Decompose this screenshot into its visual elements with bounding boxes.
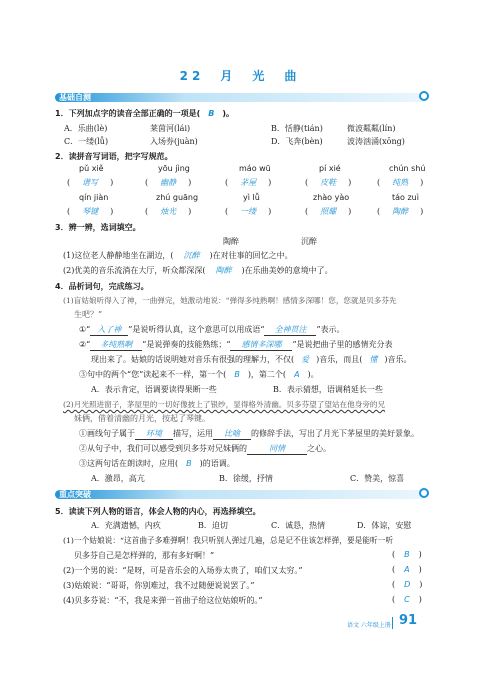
q4-item-5: ②从句子中，我们可以感受到贝多芬对兄妹俩的 同情 之心。 xyxy=(79,444,331,453)
q4-item-6-option-a: A．激昂，高亢 xyxy=(91,474,145,483)
q4-item-3-option-b: B．表示猜想，语调稍延长一些 xyxy=(273,385,383,394)
q2-pinyin-3: máo wū xyxy=(239,164,271,173)
q5-option-c: C．诚恳，热情 xyxy=(271,521,326,530)
q5-option-a: A．充满遗憾，内疚 xyxy=(91,521,161,530)
q5-answer-1: ( B ) xyxy=(392,550,422,559)
q4-item-3: ③句中的两个“您”读起来不一样，第一个( B )，第二个( A )。 xyxy=(79,370,319,379)
q4-item-1: ①“ 入了神 ”是说听得认真，这个意思可以用成语“ 全神贯注 ”表示。 xyxy=(79,325,345,334)
q1-stem: 1．下列加点字的读音全部正确的一项是( B )。 xyxy=(55,109,234,118)
q2-pinyin-8: yì lǚ xyxy=(243,193,260,202)
q2-answer-3: ( 茅屋 ) xyxy=(225,178,272,187)
q4-item-2: ②“ 多纯熟啊 ”是说弹奏的技能熟练；“ 感情多深哪 ”是说把曲子里的感情充分表 xyxy=(79,340,393,349)
q1-option-c: C．一缕(lǚ) xyxy=(64,137,109,146)
q1-option-b: B．恬静(tián) xyxy=(271,124,323,133)
q2-pinyin-4: pí xié xyxy=(319,164,341,173)
q3-sentence-1: (1)这位老人静静地坐在湖边，( 沉醉 )在对往事的回忆之中。 xyxy=(63,251,293,260)
footer-book-tag: 语文 六年级上册 xyxy=(347,622,391,629)
q2-answer-6: ( 琴键 ) xyxy=(67,207,114,216)
q2-pinyin-1: pǔ xiě xyxy=(79,164,104,173)
section-label-basic: 基础自测 xyxy=(59,93,91,102)
q4-passage-2b: 妹俩，借着清幽的月光，按起了琴键。 xyxy=(74,414,210,423)
section-label-key: 重点突破 xyxy=(59,490,91,499)
q5-option-d: D．体谅，安慰 xyxy=(357,521,412,530)
q1-answer: B xyxy=(208,109,215,118)
q2-pinyin-9: zhào yào xyxy=(313,193,350,202)
q2-pinyin-5: chún shú xyxy=(389,164,426,173)
q5-option-b: B．迫切 xyxy=(198,521,228,530)
q5-answer-4: ( C ) xyxy=(392,595,422,604)
q3-stem: 3．辨一辨，选词填空。 xyxy=(55,223,141,232)
q1-option-b2: 微波粼粼(lín) xyxy=(347,124,396,133)
q2-answer-7: ( 烛光 ) xyxy=(145,207,192,216)
q4-passage-1b: 生吧？” xyxy=(74,310,103,319)
q2-pinyin-2: yōu jìng xyxy=(158,164,190,173)
section-bar-basic xyxy=(55,93,427,102)
q5-line-2: (2)一个男的说：“是呀，可是音乐会的入场券太贵了，咱们又太穷。” xyxy=(63,566,303,575)
q5-stem: 5．读读下列人物的语言，体会人物的内心，再选择填空。 xyxy=(55,507,261,516)
q3-choice-1: 陶醉 xyxy=(223,237,239,246)
q2-answer-10: ( 陶醉 ) xyxy=(377,207,424,216)
q1-option-c2: 入场券(juàn) xyxy=(150,137,198,146)
q5-line-4: (4)贝多芬说：“不，我是来弹一首曲子给这位姑娘听的。” xyxy=(63,596,263,605)
q1-option-a2: 莱茵河(lái) xyxy=(150,124,191,133)
q2-answer-1: ( 谱写 ) xyxy=(67,178,114,187)
q5-line-3: (3)姑娘说：“哥哥，你别难过，我不过随便说说罢了。” xyxy=(63,581,255,590)
q2-answer-4: ( 皮鞋 ) xyxy=(305,178,352,187)
q2-pinyin-10: táo zuì xyxy=(392,193,419,202)
footer-divider xyxy=(392,617,393,629)
q4-item-6: ③这两句话在朗读时，应用( B )的语调。 xyxy=(79,459,235,468)
q5-line-1b: 贝多芬自己是怎样弹的，那有多好啊！” xyxy=(74,551,215,560)
q4-item-4: ①画线句子属于 环境 描写，运用 比喻 的修辞手法，写出了月光下茅屋里的美好景象。 xyxy=(79,429,419,438)
page-number: 91 xyxy=(399,613,418,628)
q4-passage-1a: (1)盲姑娘听得入了神，一曲弹完，她激动地说：“弹得多纯熟啊！感情多深哪！您，您就是贝多芬先 xyxy=(63,296,397,305)
q2-answer-8: ( 一缕 ) xyxy=(225,207,272,216)
q5-answer-2: ( A ) xyxy=(392,565,422,574)
q4-item-6-option-c: C．赞美，惊喜 xyxy=(350,474,405,483)
section-bar-end-icon xyxy=(419,91,429,101)
q1-option-d: D．飞奔(bèn) xyxy=(271,137,323,146)
q4-item-2-cont: 现出来了。姑娘的话说明她对音乐有很强的理解力，不仅( 爱 )音乐，而且( 懂 )音乐。 xyxy=(91,355,412,364)
q2-answer-2: ( 幽静 ) xyxy=(145,178,192,187)
q4-passage-2a: (2)月光照进窗子，茅屋里的一切好像披上了银纱，显得格外清幽。贝多芬望了望站在他身旁的兄 xyxy=(63,400,386,409)
section-bar-key xyxy=(55,490,427,499)
q2-answer-5: ( 纯熟 ) xyxy=(377,178,424,187)
q1-option-d2: 波涛汹涌(xōng) xyxy=(347,137,405,146)
q4-stem: 4．品析词句，完成练习。 xyxy=(55,282,149,291)
q1-option-a: A．乐曲(lè) xyxy=(64,124,108,133)
q5-answer-3: ( D ) xyxy=(392,580,423,589)
q4-item-3-option-a: A．表示肯定，语调要读得果断一些 xyxy=(91,385,217,394)
page-title: 22 月 光 曲 xyxy=(179,69,301,83)
q2-answer-9: ( 照耀 ) xyxy=(305,207,352,216)
q2-stem: 2．读拼音写词语，把字写规范。 xyxy=(55,152,173,161)
q3-choice-2: 沉醉 xyxy=(301,237,317,246)
q3-sentence-2: (2)优美的音乐流淌在大厅，听众都深深( 陶醉 )在乐曲美妙的意境中了。 xyxy=(63,266,333,275)
q5-line-1a: (1)一个姑娘说：“这首曲子多难弹啊！我只听别人弹过几遍，总是记不住该怎样弹，要是能听一听 xyxy=(63,536,394,545)
q2-pinyin-7: zhú guāng xyxy=(156,193,199,202)
q4-item-6-option-b: B．徐缓，抒情 xyxy=(219,474,273,483)
q2-pinyin-6: qín jiàn xyxy=(79,193,109,202)
section-bar-end-icon xyxy=(419,488,429,498)
